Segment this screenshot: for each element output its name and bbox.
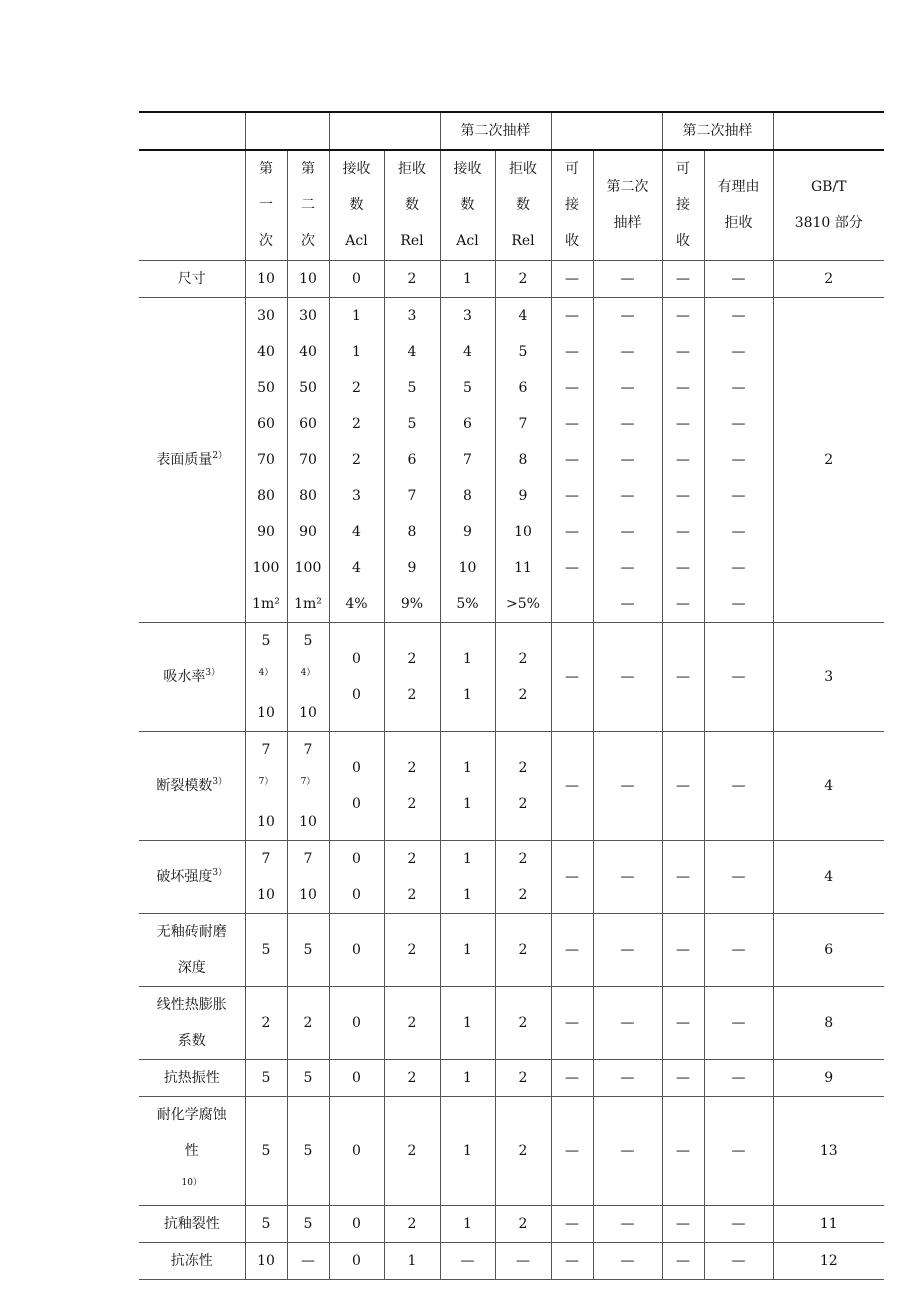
header-row-1 <box>139 112 884 150</box>
cell: 0 <box>329 913 384 986</box>
cell: — <box>662 622 704 731</box>
row-name: 吸水率$^{3)}$ <box>139 622 245 731</box>
cell: — <box>495 1242 551 1279</box>
cell: 5 <box>287 1096 329 1205</box>
std-cell: 11 <box>773 1205 884 1242</box>
header-can-accept-1: 可 接 收 <box>551 150 593 260</box>
cell: — <box>662 986 704 1059</box>
std-cell: 2 <box>773 297 884 622</box>
cell: — <box>704 986 773 1059</box>
cell: 2 <box>384 913 440 986</box>
cell-list: — — — — — — — — — <box>662 297 704 622</box>
cell: 0 <box>329 260 384 297</box>
cell-list: 7 10 <box>245 840 287 913</box>
cell: — <box>662 913 704 986</box>
std-cell: 4 <box>773 840 884 913</box>
cell-list: 7 $^{7)}$ 10 <box>287 731 329 840</box>
row-name: 表面质量$^{2)}$ <box>139 297 245 622</box>
cell: — <box>704 260 773 297</box>
cell: — <box>704 731 773 840</box>
std-cell: 2 <box>773 260 884 297</box>
cell: 1 <box>440 986 495 1059</box>
table-row-thermal <box>139 1059 884 1096</box>
row-name: 耐化学腐蚀 性 $^{10)}$ <box>139 1096 245 1205</box>
header-accept-2: 接收 数 Acl <box>440 150 495 260</box>
cell: — <box>593 260 662 297</box>
table-row-abrasion <box>139 913 884 986</box>
std-cell: 3 <box>773 622 884 731</box>
cell: — <box>551 260 593 297</box>
cell-list: 1 1 2 2 2 3 4 4 4% <box>329 297 384 622</box>
cell-list: 2 2 <box>384 840 440 913</box>
row-name: 破坏强度$^{3)}$ <box>139 840 245 913</box>
std-cell: 8 <box>773 986 884 1059</box>
table-row-frost <box>139 1242 884 1279</box>
cell: — <box>704 1242 773 1279</box>
std-cell: 6 <box>773 913 884 986</box>
cell: 5 <box>245 913 287 986</box>
cell: — <box>662 260 704 297</box>
cell: 2 <box>495 260 551 297</box>
cell-list: 7 10 <box>287 840 329 913</box>
cell-list: 30 40 50 60 70 80 90 100 1m² <box>245 297 287 622</box>
cell-list: 2 2 <box>384 622 440 731</box>
cell: — <box>593 1242 662 1279</box>
cell-list: 30 40 50 60 70 80 90 100 1m² <box>287 297 329 622</box>
cell-list: 0 0 <box>329 622 384 731</box>
cell: — <box>593 986 662 1059</box>
cell: — <box>704 622 773 731</box>
cell-list: 2 2 <box>384 731 440 840</box>
cell: — <box>593 840 662 913</box>
cell: — <box>662 1205 704 1242</box>
header-cell <box>329 112 440 150</box>
std-cell: 4 <box>773 731 884 840</box>
header-first: 第 一 次 <box>245 150 287 260</box>
cell: — <box>704 1059 773 1096</box>
cell-list: 0 0 <box>329 840 384 913</box>
header-blank <box>139 150 245 260</box>
cell: — <box>551 840 593 913</box>
cell: — <box>662 731 704 840</box>
cell: 1 <box>440 1096 495 1205</box>
cell-list: 1 1 <box>440 840 495 913</box>
cell: — <box>704 913 773 986</box>
cell: 2 <box>384 1096 440 1205</box>
cell: — <box>704 1096 773 1205</box>
row-name: 抗冻性 <box>139 1242 245 1279</box>
cell: 0 <box>329 1096 384 1205</box>
cell-list: 1 1 <box>440 622 495 731</box>
cell: — <box>551 1059 593 1096</box>
header-can-accept-2: 可 接 收 <box>662 150 704 260</box>
cell-list: 3 4 5 6 7 8 9 10 5% <box>440 297 495 622</box>
cell: 2 <box>384 1205 440 1242</box>
cell-list: 7 $^{7)}$ 10 <box>245 731 287 840</box>
cell: 1 <box>440 1205 495 1242</box>
header-reasonable-reject: 有理由 拒收 <box>704 150 773 260</box>
header-cell <box>551 112 662 150</box>
cell: 2 <box>384 986 440 1059</box>
cell: 1 <box>440 1059 495 1096</box>
cell: 2 <box>495 913 551 986</box>
row-name: 线性热膨胀 系数 <box>139 986 245 1059</box>
cell: 2 <box>384 1059 440 1096</box>
cell-list: 5 $^{4)}$ 10 <box>287 622 329 731</box>
table-row-absorption <box>139 622 884 731</box>
cell: 1 <box>440 260 495 297</box>
cell: 0 <box>329 1059 384 1096</box>
header-reject-2: 拒收 数 Rel <box>495 150 551 260</box>
table-row-chemical <box>139 1096 884 1205</box>
table-row-size <box>139 260 884 297</box>
cell: 10 <box>245 1242 287 1279</box>
sampling-table <box>139 111 884 1280</box>
table-row-rupture <box>139 731 884 840</box>
cell: — <box>440 1242 495 1279</box>
row-name: 尺寸 <box>139 260 245 297</box>
cell: — <box>662 840 704 913</box>
cell: — <box>287 1242 329 1279</box>
std-cell: 12 <box>773 1242 884 1279</box>
cell: — <box>551 986 593 1059</box>
cell: 2 <box>495 1205 551 1242</box>
cell: 5 <box>287 1205 329 1242</box>
cell: — <box>593 1059 662 1096</box>
std-cell: 9 <box>773 1059 884 1096</box>
cell: 2 <box>287 986 329 1059</box>
cell: — <box>551 1242 593 1279</box>
header-second: 第 二 次 <box>287 150 329 260</box>
header-second-sampling-2: 第二次抽样 <box>662 112 773 150</box>
cell: 10 <box>287 260 329 297</box>
row-name: 断裂模数$^{3)}$ <box>139 731 245 840</box>
cell: 1 <box>440 913 495 986</box>
cell: — <box>551 913 593 986</box>
table-row-surface <box>139 297 884 622</box>
header-cell <box>773 112 884 150</box>
cell: 2 <box>495 1059 551 1096</box>
cell: — <box>662 1059 704 1096</box>
header-reject-1: 拒收 数 Rel <box>384 150 440 260</box>
cell-list: 5 $^{4)}$ 10 <box>245 622 287 731</box>
cell: 2 <box>495 1096 551 1205</box>
cell: 10 <box>245 260 287 297</box>
cell: — <box>593 1096 662 1205</box>
cell: 2 <box>495 986 551 1059</box>
cell: 0 <box>329 986 384 1059</box>
cell: — <box>593 622 662 731</box>
cell-list: — — — — — — — — — <box>593 297 662 622</box>
cell: 2 <box>384 260 440 297</box>
table-row-crazing <box>139 1205 884 1242</box>
row-name: 无釉砖耐磨 深度 <box>139 913 245 986</box>
cell: — <box>704 840 773 913</box>
cell: 5 <box>245 1059 287 1096</box>
cell-list: 2 2 <box>495 731 551 840</box>
cell: — <box>593 731 662 840</box>
cell: — <box>593 1205 662 1242</box>
cell-list: 0 0 <box>329 731 384 840</box>
cell: 1 <box>384 1242 440 1279</box>
cell: 0 <box>329 1242 384 1279</box>
row-name: 抗热振性 <box>139 1059 245 1096</box>
cell: — <box>551 1096 593 1205</box>
cell: — <box>551 1205 593 1242</box>
cell: 5 <box>287 913 329 986</box>
cell: 5 <box>287 1059 329 1096</box>
cell: — <box>593 913 662 986</box>
header-accept-1: 接收 数 Acl <box>329 150 384 260</box>
cell-list: 4 5 6 7 8 9 10 11 >5% <box>495 297 551 622</box>
cell-list: — — — — — — — — — <box>704 297 773 622</box>
cell: — <box>662 1242 704 1279</box>
header-standard: GB/T 3810 部分 <box>773 150 884 260</box>
table-row-expansion <box>139 986 884 1059</box>
cell: 5 <box>245 1205 287 1242</box>
table-row-breaking <box>139 840 884 913</box>
header-cell <box>139 112 245 150</box>
cell-list: 3 4 5 5 6 7 8 9 9% <box>384 297 440 622</box>
cell: — <box>704 1205 773 1242</box>
cell: 0 <box>329 1205 384 1242</box>
header-row-2 <box>139 150 884 260</box>
row-name: 抗釉裂性 <box>139 1205 245 1242</box>
cell: — <box>551 622 593 731</box>
cell: 2 <box>245 986 287 1059</box>
header-cell <box>245 112 329 150</box>
cell-list: 1 1 <box>440 731 495 840</box>
std-cell: 13 <box>773 1096 884 1205</box>
cell-list: — — — — — — — — <box>551 297 593 622</box>
cell-list: 2 2 <box>495 840 551 913</box>
header-second-sampling-1: 第二次抽样 <box>440 112 551 150</box>
header-second-sampling: 第二次 抽样 <box>593 150 662 260</box>
cell: 5 <box>245 1096 287 1205</box>
cell-list: 2 2 <box>495 622 551 731</box>
cell: — <box>662 1096 704 1205</box>
cell: — <box>551 731 593 840</box>
